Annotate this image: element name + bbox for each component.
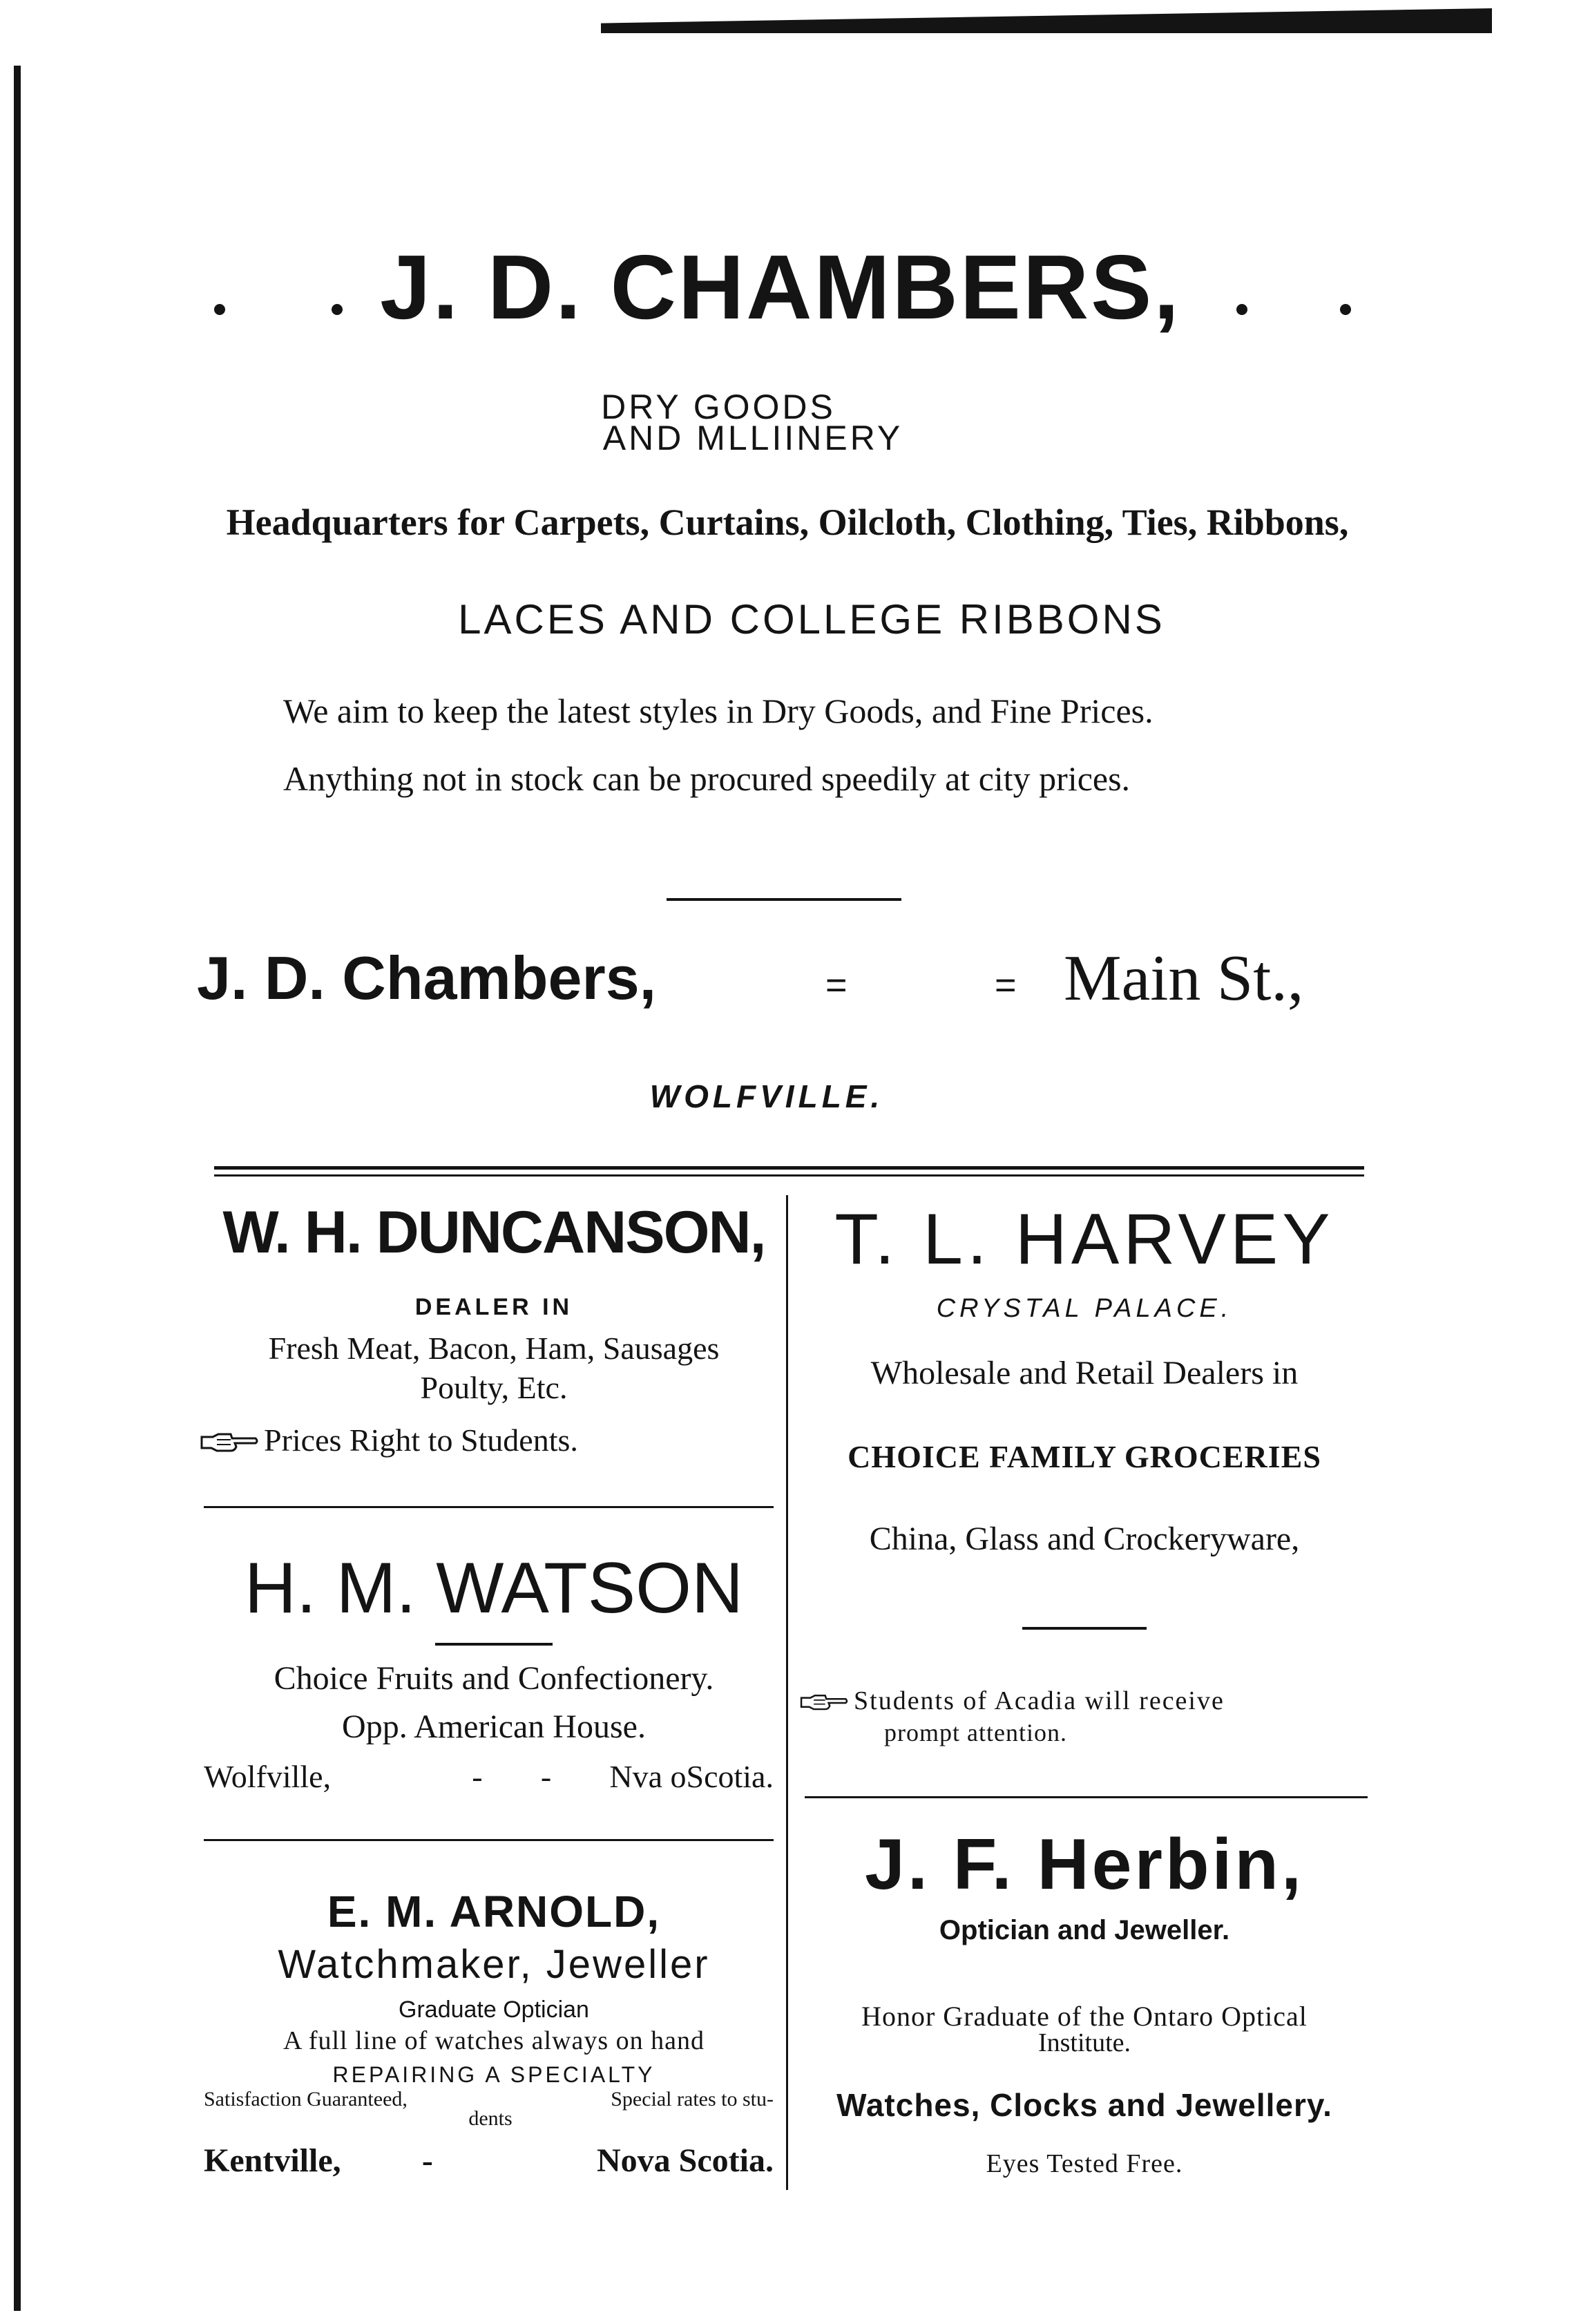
watson-town: Wolfville, [204,1759,332,1794]
section-double-rule [214,1174,1364,1177]
column-rule-left [204,1839,774,1841]
herbin-honor-line-1: Honor Graduate of the Ontaro Optical [861,2001,1308,2032]
signature-separator: = [995,964,1017,1006]
herbin-watches: Watches, Clocks and Jewellery. [836,2087,1332,2123]
dept-line-2: AND MLLIINERY [602,419,903,457]
arnold-province: Nova Scotia. [597,2142,774,2179]
harvey-subtitle: CRYSTAL PALACE. [936,1294,1233,1323]
left-margin-rule [14,66,21,2311]
herbin-eyes: Eyes Tested Free. [986,2149,1183,2178]
signature-street: Main St., [1064,942,1304,1014]
watson-line-1: Choice Fruits and Confectionery. [274,1660,714,1697]
harvey-students-line-1: Students of Acadia will receive [854,1686,1225,1715]
duncanson-line-1: Fresh Meat, Bacon, Ham, Sausages [268,1331,720,1366]
watson-short-rule [435,1643,553,1646]
ornament-dot [214,304,225,315]
pointing-hand-icon [200,1431,258,1455]
pointing-hand-icon [800,1693,848,1713]
laces-line: LACES AND COLLEGE RIBBONS [458,596,1165,642]
arnold-repairing: REPAIRING A SPECIALTY [332,2062,655,2087]
harvey-students-line-2: prompt attention. [884,1719,1067,1746]
harvey-china: China, Glass and Crockeryware, [869,1521,1300,1557]
herbin-title: J. F. Herbin, [865,1825,1304,1905]
harvey-groceries: CHOICE FAMILY GROCERIES [848,1439,1321,1474]
duncanson-prices [200,1422,578,1458]
chambers-title: J. D. CHAMBERS, [380,236,1181,338]
herbin-honor-line-2: Institute. [1037,2028,1131,2057]
ornament-dot [1236,304,1247,315]
arnold-special-rates: Special rates to stu- [611,2088,774,2111]
harvey-students [800,1686,1373,1716]
herbin-subtitle: Optician and Jeweller. [939,1915,1230,1945]
watson-separator: - [540,1759,552,1794]
arnold-subtitle: Watchmaker, Jeweller [278,1942,710,1987]
arnold-separator: - [421,2142,433,2179]
anything-line: Anything not in stock can be procured speedily at city prices. [283,759,1131,798]
column-rule-left [204,1506,774,1508]
signature-separator: = [825,964,848,1006]
section-double-rule [214,1166,1364,1170]
harvey-wholesale: Wholesale and Retail Dealers in [870,1355,1299,1391]
aim-line: We aim to keep the latest styles in Dry Goods, and Fine Prices. [283,692,1153,730]
watson-line-2: Opp. American House. [342,1708,646,1745]
duncanson-prices-text: Prices Right to Students. [264,1422,578,1458]
dept-line-1: DRY GOODS [601,388,836,426]
watson-title: H. M. WATSON [244,1548,744,1628]
ornament-dot [1340,304,1351,315]
duncanson-title: W. H. DUNCANSON, [222,1199,765,1266]
short-divider [667,898,901,901]
harvey-short-rule [1022,1627,1147,1630]
arnold-town: Kentville, [204,2142,341,2179]
ornament-dot [332,304,343,315]
arnold-optician: Graduate Optician [399,1997,589,2023]
arnold-full-line: A full line of watches always on hand [283,2026,705,2055]
watson-province: Nva oScotia. [609,1759,774,1794]
top-rule [601,8,1492,33]
arnold-address [204,2142,774,2180]
headquarters-line: Headquarters for Carpets, Curtains, Oilcloth, Clothing, Ties, Ribbons, [226,502,1349,543]
arnold-satisfaction: Satisfaction Guaranteed, [204,2088,408,2111]
watson-address [204,1758,774,1795]
signature-name: J. D. Chambers, [197,944,657,1012]
column-rule-right [805,1796,1368,1798]
arnold-title: E. M. ARNOLD, [327,1887,661,1936]
chambers-town: WOLFVILLE. [649,1078,884,1114]
duncanson-line-2: Poulty, Etc. [420,1370,568,1405]
watson-separator: - [472,1759,483,1794]
duncanson-dealer: DEALER IN [414,1294,573,1320]
arnold-dents: dents [468,2107,513,2130]
harvey-title: T. L. HARVEY [834,1199,1334,1279]
